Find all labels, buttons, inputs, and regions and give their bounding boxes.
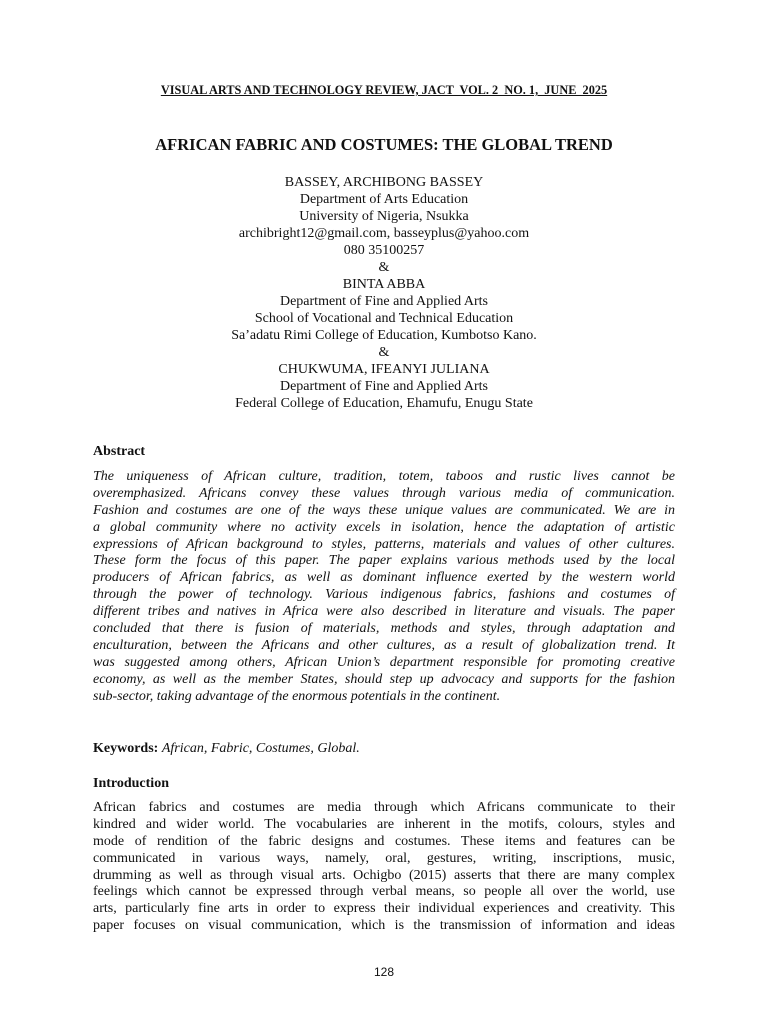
author-separator: & [378,345,390,360]
keywords-text: African, Fabric, Costumes, Global. [161,741,360,756]
abstract-line: Fashion and costumes are one of the ways these unique values are communicated. We are in [93,502,675,518]
keywords-label: Keywords: [93,741,159,756]
author-institution: University of Nigeria, Nsukka [299,209,469,224]
abstract-text [93,469,675,705]
abstract-line: sub-sector, taking advantage of the enormous potentials in the continent. [93,688,501,704]
abstract-line: a global community where no activity excels in isolation, hence the adaptation of artistic [93,519,675,535]
author-department: Department of Fine and Applied Arts [279,379,489,394]
abstract-line: concluded that there is fusion of materials, methods and styles, through adaptation and [93,621,675,637]
author-name: BINTA ABBA [342,277,426,292]
author-school: School of Vocational and Technical Education [254,311,514,326]
journal-header-text: VISUAL ARTS AND TECHNOLOGY REVIEW, JACT VOL. 2 NO. 1, JUNE 2025 [160,83,608,97]
introduction-line: feelings which cannot be expressed through verbal means, so people all over the world, use [93,884,675,900]
abstract-line: producers of African fabrics, as well as dominant influence exerted by the western world [93,570,675,586]
author-institution: Federal College of Education, Ehamufu, Enugu State [235,396,533,411]
abstract-line: overemphasized. Africans convey these values through various media of communication. [93,485,675,501]
abstract-line: These form the focus of this paper. The paper explains various methods used by the local [93,553,675,569]
abstract-line: enculturation, between the Africans and other cultures, as a result of globalization trend. It [93,637,675,653]
introduction-line: African fabrics and costumes are media through which Africans communicate to their [93,800,675,815]
abstract-heading: Abstract [93,444,146,459]
abstract-line: through the power of technology. Various indigenous fabrics, fashions and costumes of [93,587,675,603]
introduction-heading: Introduction [93,776,169,791]
author-department: Department of Fine and Applied Arts [279,294,489,309]
author-institution: Sa’adatu Rimi College of Education, Kumbotso Kano. [231,328,537,343]
journal-running-header [0,82,768,98]
paper-title: AFRICAN FABRIC AND COSTUMES: THE GLOBAL TREND [155,135,613,154]
introduction-line: communicated in various ways, namely, oral, gestures, writing, inscriptions, music, [93,850,675,866]
introduction-line: drumming as well as through visual arts. Ochigbo (2015) asserts that there are many complex [93,867,675,883]
author-separator: & [378,260,390,275]
abstract-line: The uniqueness of African culture, tradition, totem, taboos and rustic lives cannot be [93,469,675,484]
introduction-line: kindred and wider world. The vocabularies are inherent in the motifs, colours, styles and [93,816,675,832]
authors-block [0,174,768,412]
author-name: BASSEY, ARCHIBONG BASSEY [284,175,484,190]
author-name: CHUKWUMA, IFEANYI JULIANA [278,362,490,377]
author-email: archibright12@gmail.com, basseyplus@yahoo.com [238,226,530,241]
author-department: Department of Arts Education [299,192,469,207]
introduction-line: mode of rendition of the fabric designs and costumes. These items and features can be [93,833,675,849]
abstract-line: different tribes and natives in Africa were also described in literature and visuals. The paper [93,604,675,620]
introduction-text [93,800,675,935]
abstract-line: was suggested among others, African Union’s department responsible for promoting creative [93,654,675,670]
keywords-line [93,740,360,757]
introduction-line: arts, particularly fine arts in order to express their individual experiences and creativity. This [93,901,675,917]
author-phone: 080 35100257 [343,243,425,258]
page-number: 128 [373,965,395,979]
abstract-line: expressions of African background to styles, patterns, materials and values of other cultures. [93,536,675,552]
introduction-line: paper focuses on visual communication, which is the transmission of information and ideas [93,918,675,934]
abstract-line: economy, as well as the member States, should step up advocacy and supports for the fashion [93,671,675,687]
